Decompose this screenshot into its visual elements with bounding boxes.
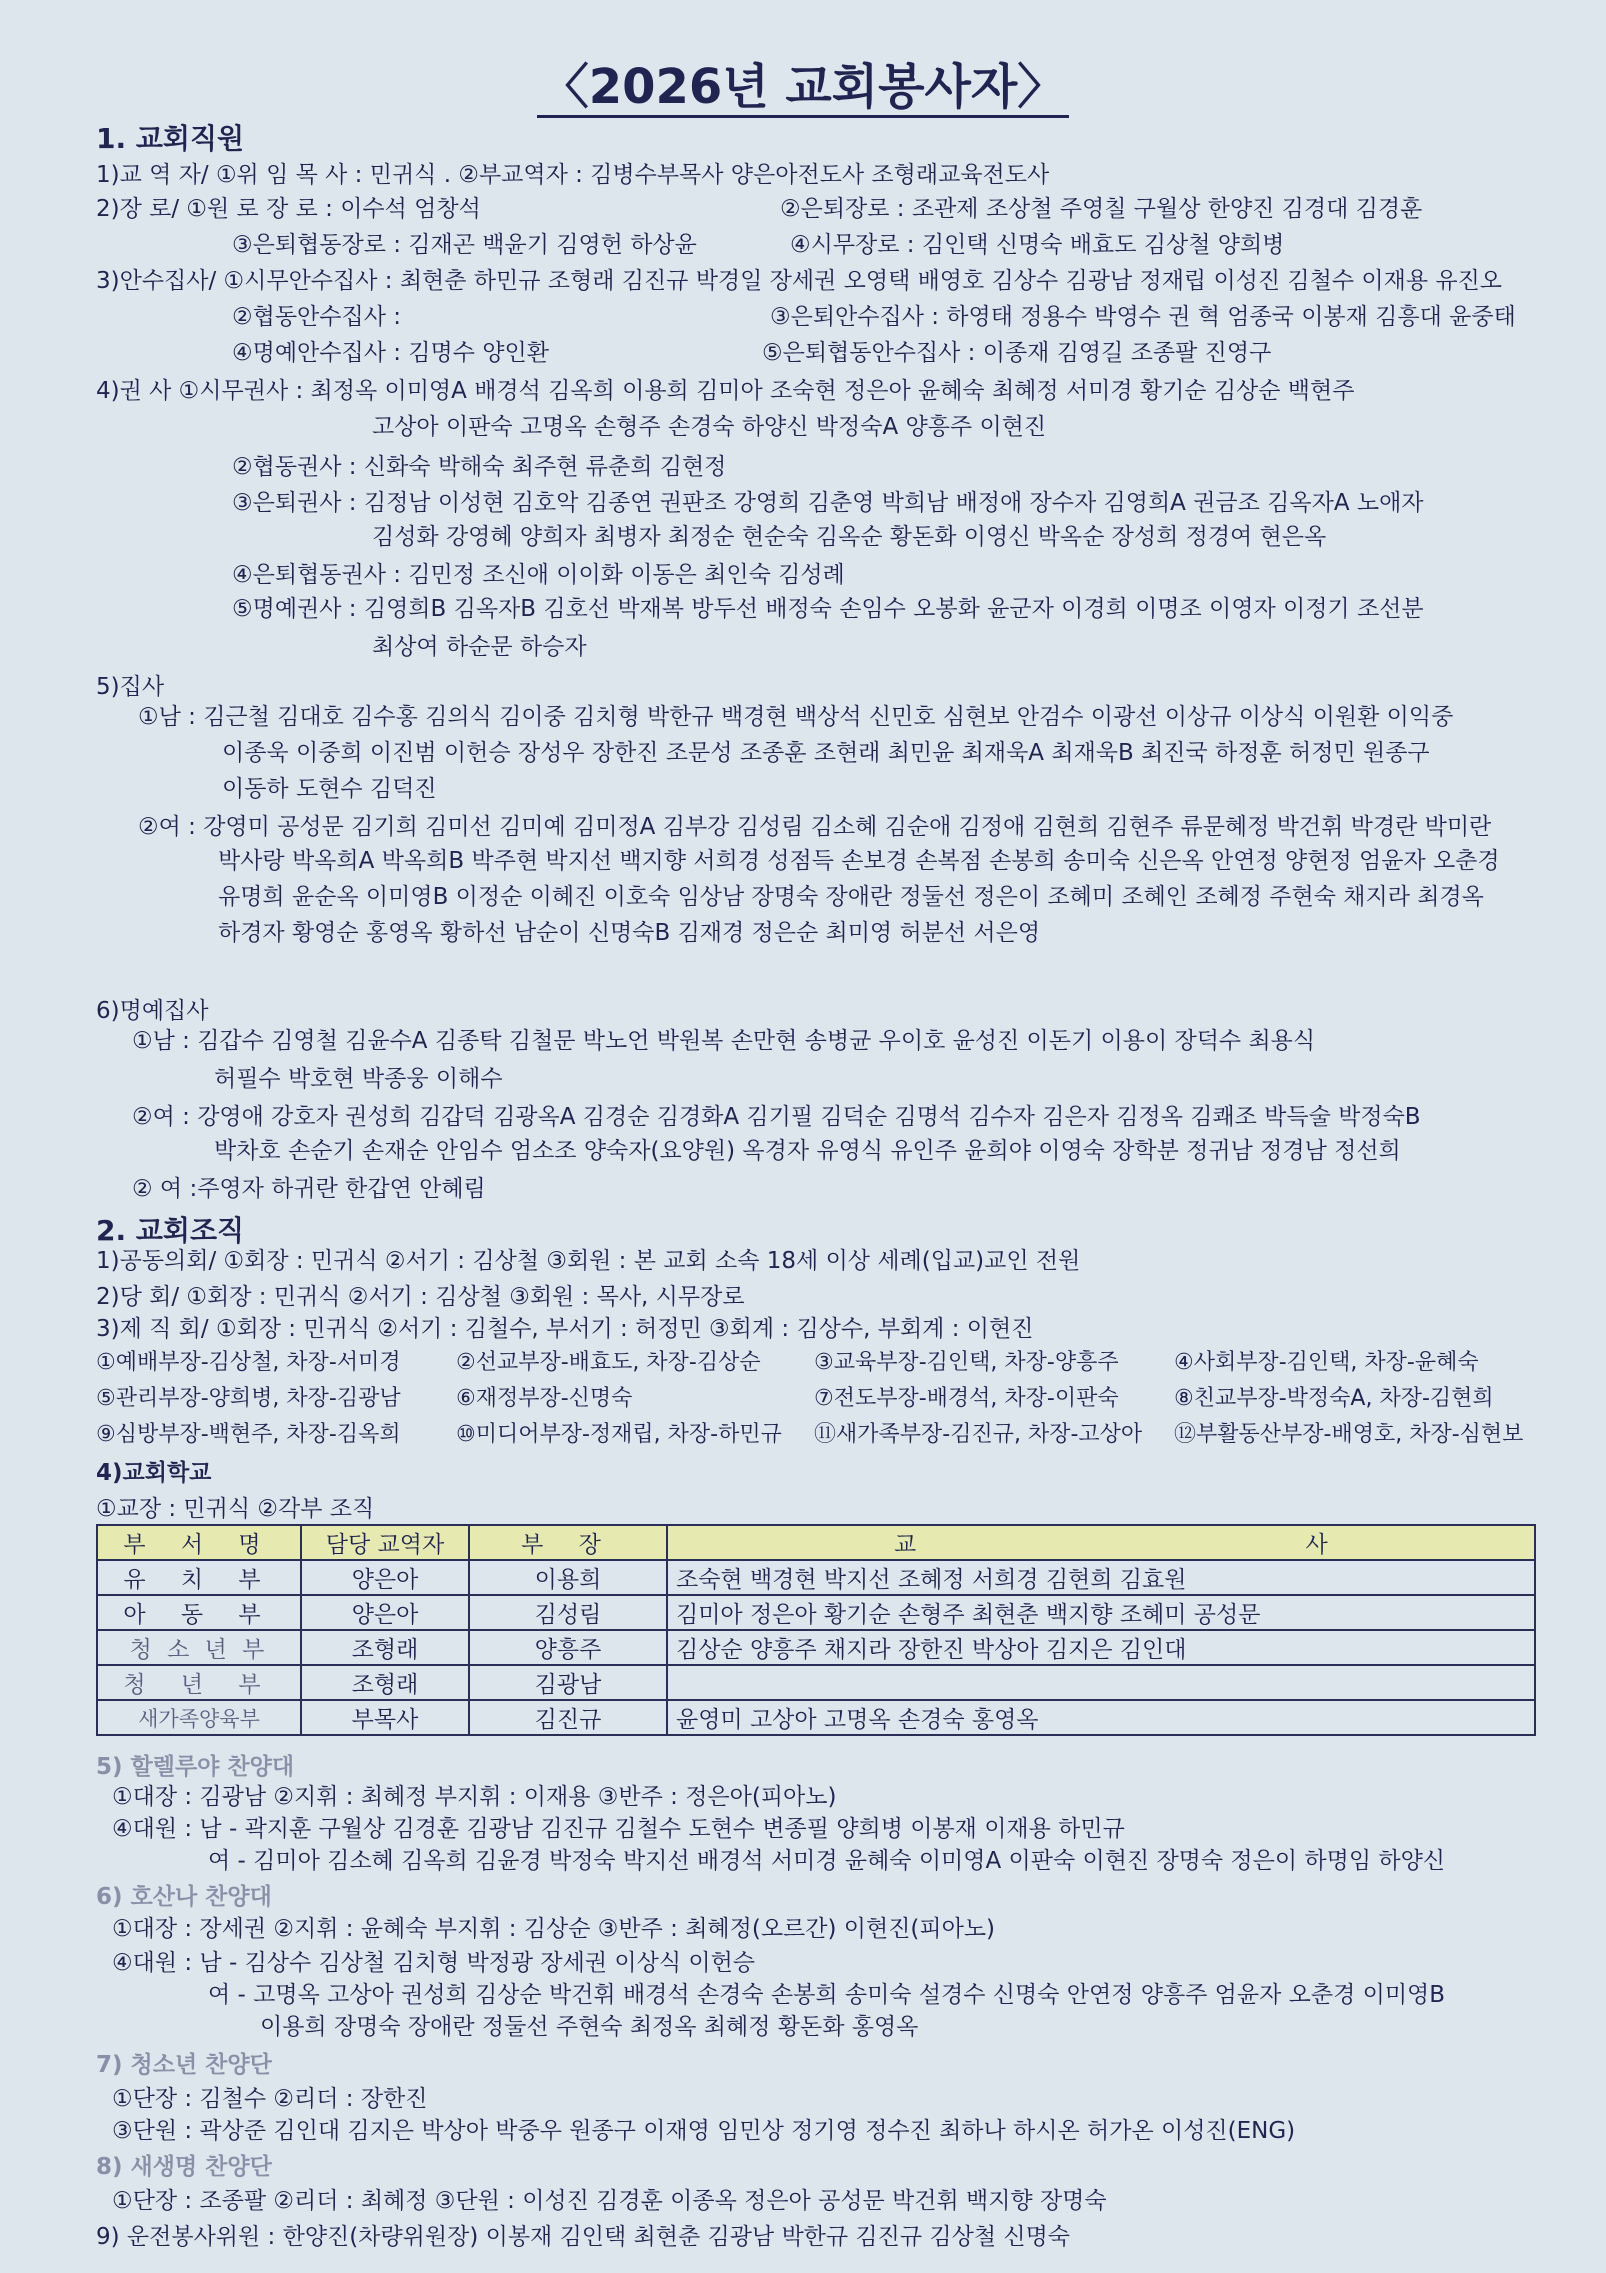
text-line: 5)집사: [96, 674, 165, 700]
table-cell: [667, 1665, 1535, 1700]
text-line: ②협동안수집사 :: [232, 304, 401, 330]
text-line: 6)명예집사: [96, 998, 209, 1024]
department-item: ⑥재정부장-신명숙: [456, 1386, 633, 1411]
table-cell: 윤영미 고상아 고명옥 손경숙 홍영옥: [667, 1700, 1535, 1735]
text-line: 2)장 로/ ①원 로 장 로 : 이수석 엄창석: [96, 196, 481, 222]
text-line: ⑤명예권사 : 김영희B 김옥자B 김호선 박재복 방두선 배정숙 손임수 오봉화 윤군자 이경희 이명조 이영자 이정기 조선분: [232, 596, 1424, 622]
table-cell: 김진규: [469, 1700, 667, 1735]
table-cell: 조형래: [301, 1630, 469, 1665]
subsection-heading-hallelujah-choir: 5) 할렐루야 찬양대: [96, 1754, 295, 1780]
text-line: ②여 : 강영애 강호자 권성희 김갑덕 김광옥A 김경순 김경화A 김기필 김덕순 김명석 김수자 김은자 김정옥 김쾌조 박득술 박정숙B: [132, 1104, 1421, 1130]
table-cell: 양은아: [301, 1595, 469, 1630]
text-line: 허필수 박호현 박종웅 이해수: [214, 1066, 503, 1092]
table-cell: 새가족양육부: [97, 1700, 301, 1735]
text-line: 1)교 역 자/ ①위 임 목 사 : 민귀식 . ②부교역자 : 김병수부목사 양은아전도사 조형래교육전도사: [96, 162, 1050, 188]
text-line: ②협동권사 : 신화숙 박해숙 최주현 류춘희 김현정: [232, 454, 727, 480]
table-cell: 양은아: [301, 1560, 469, 1595]
text-line: 이용희 장명숙 장애란 정둘선 주현숙 최정옥 최혜정 황돈화 홍영옥: [260, 2014, 919, 2040]
table-cell: 아 동 부: [97, 1595, 301, 1630]
text-line: ②여 : 강영미 공성문 김기희 김미선 김미예 김미정A 김부강 김성림 김소혜 김순애 김정애 김현희 김현주 류문혜정 박건휘 박경란 박미란: [138, 814, 1492, 840]
subsection-heading-new-life-praise-team: 8) 새생명 찬양단: [96, 2154, 272, 2180]
text-line: 박차호 손순기 손재순 안임수 엄소조 양숙자(요양원) 옥경자 유영식 유인주 윤희야 이영숙 장학분 정귀남 정경남 정선희: [214, 1138, 1401, 1164]
text-line: ①대장 : 김광남 ②지휘 : 최혜정 부지휘 : 이재용 ③반주 : 정은아(피아노): [112, 1784, 837, 1810]
text-line: ④대원 : 남 - 곽지훈 구월상 김경훈 김광남 김진규 김철수 도현수 변종필 양희병 이봉재 이재용 하민규: [112, 1816, 1125, 1842]
department-item: ⑩미디어부장-정재립, 차장-하민규: [456, 1422, 782, 1447]
table-cell: 부목사: [301, 1700, 469, 1735]
section-heading-church-staff: 1. 교회직원: [96, 122, 245, 155]
department-item: ①예배부장-김상철, 차장-서미경: [96, 1350, 401, 1375]
table-cell: 이용희: [469, 1560, 667, 1595]
text-line: 여 - 김미아 김소혜 김옥희 김윤경 박정숙 박지선 배경석 서미경 윤혜숙 이미영A 이판숙 이현진 장명숙 정은이 하명임 하양신: [208, 1848, 1446, 1874]
text-line: 2)당 회/ ①회장 : 민귀식 ②서기 : 김상철 ③회원 : 목사, 시무장로: [96, 1284, 745, 1310]
table-cell: 청 년 부: [97, 1665, 301, 1700]
department-item: ④사회부장-김인택, 차장-윤혜숙: [1174, 1350, 1479, 1375]
table-header-text: 교: [894, 1532, 917, 1558]
table-row: [97, 1630, 1535, 1665]
table-cell: 김성림: [469, 1595, 667, 1630]
table-row: [97, 1595, 1535, 1630]
text-line: ③단원 : 곽상준 김인대 김지은 박상아 박중우 원종구 이재영 임민상 정기영 정수진 최하나 하시온 허가온 이성진(ENG): [112, 2118, 1296, 2144]
department-item: ⑤관리부장-양희병, 차장-김광남: [96, 1386, 401, 1411]
text-line: 유명희 윤순옥 이미영B 이정순 이혜진 이호숙 임상남 장명숙 장애란 정둘선 정은이 조혜미 조혜인 조혜정 주현숙 채지라 최경옥: [218, 884, 1484, 910]
text-line: 여 - 고명옥 고상아 권성희 김상순 박건휘 배경석 손경숙 손봉희 송미숙 설경수 신명숙 안연정 양흥주 엄윤자 오춘경 이미영B: [208, 1982, 1446, 2008]
text-line: 김성화 강영혜 양희자 최병자 최정순 현순숙 김옥순 황돈화 이영신 박옥순 장성희 정경여 현은옥: [372, 524, 1327, 550]
table-header-cell: 담당 교역자: [301, 1525, 469, 1560]
text-line: ④대원 : 남 - 김상수 김상철 김치형 박정광 장세권 이상식 이헌승: [112, 1950, 756, 1976]
page-title: [0, 56, 1606, 118]
department-item: ⑧친교부장-박정숙A, 차장-김현희: [1174, 1386, 1494, 1411]
department-item: ⑫부활동산부장-배영호, 차장-심현보: [1174, 1422, 1524, 1447]
subsection-heading-youth-praise-team: 7) 청소년 찬양단: [96, 2052, 272, 2078]
department-item: ⑨심방부장-백현주, 차장-김옥희: [96, 1422, 401, 1447]
text-line: ①단장 : 조종팔 ②리더 : 최혜정 ③단원 : 이성진 김경훈 이종옥 정은아 공성문 박건휘 백지향 장명숙: [112, 2188, 1107, 2214]
subsection-heading-church-school: 4)교회학교: [96, 1460, 212, 1486]
text-line: ②은퇴장로 : 조관제 조상철 주영칠 구월상 한양진 김경대 김경훈: [780, 196, 1423, 222]
table-header-cell: [667, 1525, 1535, 1560]
table-cell: 김상순 양흥주 채지라 장한진 박상아 김지은 김인대: [667, 1630, 1535, 1665]
text-line: 박사랑 박옥희A 박옥희B 박주현 박지선 백지향 서희경 성점득 손보경 손복점 손봉희 송미숙 신은옥 안연정 양현정 엄윤자 오춘경: [218, 848, 1500, 874]
text-line: 4)권 사 ①시무권사 : 최정옥 이미영A 배경석 김옥희 이용희 김미아 조숙현 정은아 윤혜숙 최혜정 서미경 황기순 김상순 백현주: [96, 378, 1355, 404]
table-row: [97, 1665, 1535, 1700]
subsection-heading-hosanna-choir: 6) 호산나 찬양대: [96, 1884, 272, 1910]
table-header-cell: 부 장: [469, 1525, 667, 1560]
table-row: [97, 1560, 1535, 1595]
text-line: ①남 : 김갑수 김영철 김윤수A 김종탁 김철문 박노언 박원복 손만현 송병균 우이호 윤성진 이돈기 이용이 장덕수 최용식: [132, 1028, 1316, 1054]
text-line: 1)공동의회/ ①회장 : 민귀식 ②서기 : 김상철 ③회원 : 본 교회 소속 18세 이상 세례(입교)교인 전원: [96, 1248, 1081, 1274]
text-line: ③은퇴협동장로 : 김재곤 백윤기 김영헌 하상윤: [232, 232, 697, 258]
text-line: 하경자 황영순 홍영옥 황하선 남순이 신명숙B 김재경 정은순 최미영 허분선 서은영: [218, 920, 1041, 946]
text-line: ④명예안수집사 : 김명수 양인환: [232, 340, 549, 366]
text-line: ④은퇴협동권사 : 김민정 조신애 이이화 이동은 최인숙 김성례: [232, 562, 845, 588]
text-line: 3)제 직 회/ ①회장 : 민귀식 ②서기 : 김철수, 부서기 : 허정민 ③회계 : 김상수, 부회계 : 이현진: [96, 1316, 1034, 1342]
text-line: ② 여 :주영자 하귀란 한갑연 안혜림: [132, 1176, 486, 1202]
department-item: ③교육부장-김인택, 차장-양흥주: [814, 1350, 1119, 1375]
text-line: 이종욱 이중희 이진범 이헌승 장성우 장한진 조문성 조종훈 조현래 최민윤 최재욱A 최재욱B 최진국 하정훈 허정민 원종구: [222, 740, 1430, 766]
table-cell: 양흥주: [469, 1630, 667, 1665]
text-line: 3)안수집사/ ①시무안수집사 : 최현춘 하민규 조형래 김진규 박경일 장세권 오영택 배영호 김상수 김광남 정재립 이성진 김철수 이재용 유진오: [96, 268, 1503, 294]
table-row: [97, 1700, 1535, 1735]
text-line: 9) 운전봉사위원 : 한양진(차량위원장) 이봉재 김인택 최현춘 김광남 박한규 김진규 김상철 신명숙: [96, 2224, 1071, 2250]
text-line: ①교장 : 민귀식 ②각부 조직: [96, 1496, 375, 1522]
table-header-row: [97, 1525, 1535, 1560]
text-line: ③은퇴안수집사 : 하영태 정용수 박영수 권 혁 엄종국 이봉재 김흥대 윤중태: [770, 304, 1516, 330]
table-cell: 유 치 부: [97, 1560, 301, 1595]
table-cell: 조형래: [301, 1665, 469, 1700]
table-cell: 청 소 년 부: [97, 1630, 301, 1665]
text-line: ①남 : 김근철 김대호 김수홍 김의식 김이중 김치형 박한규 백경현 백상석 신민호 심현보 안검수 이광선 이상규 이상식 이원환 이익중: [138, 704, 1454, 730]
table-cell: 김미아 정은아 황기순 손형주 최현춘 백지향 조혜미 공성문: [667, 1595, 1535, 1630]
department-item: ⑦전도부장-배경석, 차장-이판숙: [814, 1386, 1119, 1411]
text-line: 고상아 이판숙 고명옥 손형주 손경숙 하양신 박정숙A 양흥주 이현진: [372, 414, 1047, 440]
text-line: ③은퇴권사 : 김정남 이성현 김호악 김종연 권판조 강영희 김춘영 박희남 배정애 장수자 김영희A 권금조 김옥자A 노애자: [232, 490, 1424, 516]
title-text: 〈2026년 교회봉사자〉: [537, 59, 1070, 118]
church-school-table: [96, 1524, 1536, 1736]
text-line: ①대장 : 장세권 ②지휘 : 윤혜숙 부지휘 : 김상순 ③반주 : 최혜정(오르간) 이현진(피아노): [112, 1916, 996, 1942]
table-cell: 조숙현 백경현 박지선 조혜정 서희경 김현희 김효원: [667, 1560, 1535, 1595]
table-header-text: 사: [1305, 1532, 1328, 1558]
text-line: 이동하 도현수 김덕진: [222, 776, 437, 802]
text-line: ④시무장로 : 김인택 신명숙 배효도 김상철 양희병: [790, 232, 1285, 258]
section-heading-church-organization: 2. 교회조직: [96, 1214, 245, 1247]
text-line: ⑤은퇴협동안수집사 : 이종재 김영길 조종팔 진영구: [762, 340, 1272, 366]
table-cell: 김광남: [469, 1665, 667, 1700]
department-item: ⑪새가족부장-김진규, 차장-고상아: [814, 1422, 1143, 1447]
table-header-cell: 부 서 명: [97, 1525, 301, 1560]
department-item: ②선교부장-배효도, 차장-김상순: [456, 1350, 761, 1375]
text-line: 최상여 하순문 하승자: [372, 634, 587, 660]
text-line: ①단장 : 김철수 ②리더 : 장한진: [112, 2086, 428, 2112]
